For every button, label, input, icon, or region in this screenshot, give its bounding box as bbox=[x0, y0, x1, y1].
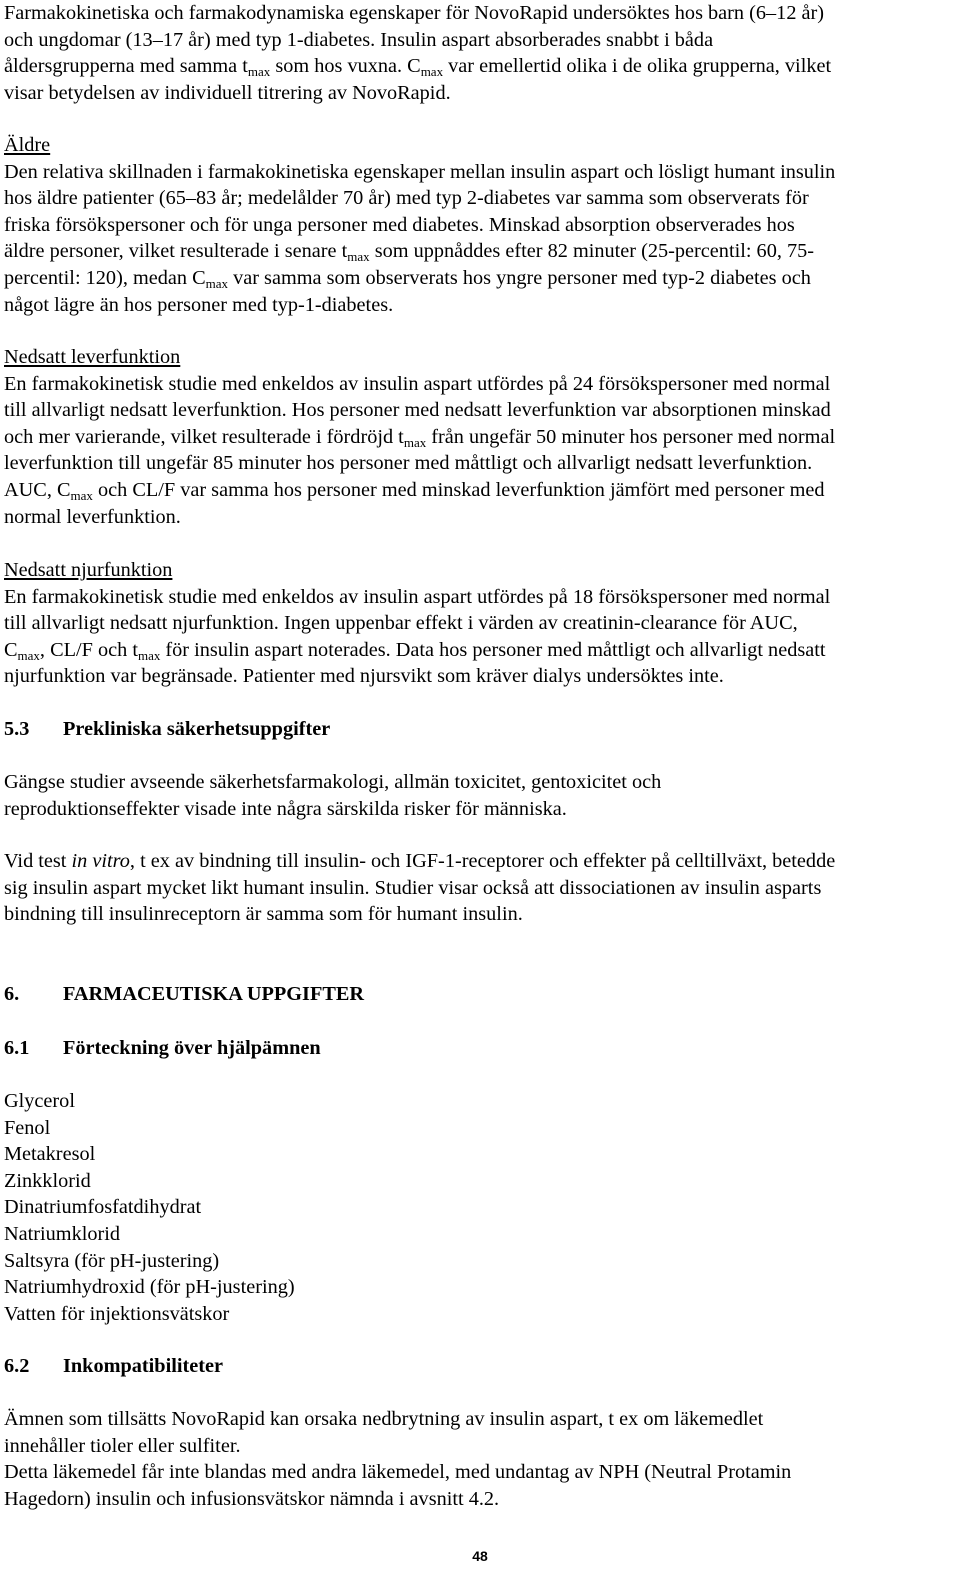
text-line: åldersgrupperna med samma $t_{max}$ som hos vuxna. $C_{max}$ var emellertid olika i de olika grupperna, vilket bbox=[4, 55, 832, 80]
section-number: 6.2 bbox=[4, 1355, 30, 1377]
lever-section bbox=[4, 344, 835, 530]
section-title: FARMACEUTISKA UPPGIFTER bbox=[63, 983, 365, 1005]
aldre-section bbox=[4, 132, 835, 318]
list-item: Dinatriumfosfatdihydrat bbox=[4, 1196, 202, 1219]
page-number: 48 bbox=[472, 1548, 488, 1564]
section-number: 6. bbox=[4, 983, 20, 1005]
preclinical-paragraph-2 bbox=[4, 848, 835, 928]
text-line: och mer varierande, vilket resulterade i fördröjd $t_{max}$ från ungefär 50 minuter hos personer med normal bbox=[4, 425, 836, 450]
section-title: Prekliniska säkerhetsuppgifter bbox=[63, 718, 331, 740]
text-line: En farmakokinetisk studie med enkeldos av insulin aspart utfördes på 24 försökspersoner med normal bbox=[4, 372, 831, 395]
subscript: max bbox=[420, 64, 444, 80]
preclinical-paragraph-1 bbox=[4, 769, 661, 822]
section-number: 6.1 bbox=[4, 1037, 30, 1059]
subscript: max bbox=[247, 64, 271, 80]
subscript: max bbox=[70, 487, 93, 503]
list-item: Fenol bbox=[4, 1116, 51, 1139]
text-line: och ungdomar (13–17 år) med typ 1-diabetes. Insulin aspart absorberades snabbt i båda bbox=[4, 28, 714, 51]
text-line: friska försökspersoner och för unga personer med diabetes. Minskad absorption observerades hos bbox=[4, 213, 795, 236]
section-6-heading bbox=[4, 981, 364, 1008]
list-item: Zinkklorid bbox=[4, 1169, 91, 1192]
italic-term: in vitro bbox=[71, 850, 130, 872]
excipient-list bbox=[4, 1088, 295, 1327]
text-line: visar betydelsen av individuell titrering av NovoRapid. bbox=[4, 81, 451, 104]
subscript: max bbox=[17, 647, 40, 663]
text-line: Farmakokinetiska och farmakodynamiska egenskaper för NovoRapid undersöktes hos barn (6–12 år) bbox=[4, 2, 825, 24]
section-title: Förteckning över hjälpämnen bbox=[63, 1037, 321, 1059]
section-6-1-heading bbox=[4, 1035, 321, 1062]
section-title: Inkompatibiliteter bbox=[63, 1355, 223, 1377]
subscript: max bbox=[347, 249, 370, 265]
intro-paragraph bbox=[4, 0, 831, 106]
text-line: njurfunktion var begränsade. Patienter med njursvikt som kräver dialys undersöktes inte. bbox=[4, 665, 724, 688]
text-line: normal leverfunktion. bbox=[4, 505, 181, 528]
text-line: bindning till insulinreceptorn är samma som för humant insulin. bbox=[4, 903, 523, 926]
section-subheading: Nedsatt leverfunktion bbox=[4, 346, 181, 368]
text-line: Hagedorn) insulin och infusionsvätskor nämnda i avsnitt 4.2. bbox=[4, 1487, 500, 1510]
subscript: max bbox=[403, 434, 427, 450]
text-line: sig insulin aspart mycket likt humant insulin. Studier visar också att dissociationen av insulin asparts bbox=[4, 876, 822, 899]
text-line: $C_{max}$, CL/F och $t_{max}$ för insulin aspart noterades. Data hos personer med måttligt och allvarligt nedsatt bbox=[4, 638, 826, 663]
text-line: reproduktionseffekter visade inte några särskilda risker för människa. bbox=[4, 797, 567, 820]
text-line: Vid test in vitro, t ex av bindning till insulin- och IGF-1-receptorer och effekter på celltillväxt, betedde bbox=[4, 850, 836, 872]
list-item: Metakresol bbox=[4, 1143, 96, 1166]
list-item: Glycerol bbox=[4, 1090, 75, 1112]
subscript: max bbox=[137, 647, 161, 663]
text-line: Gängse studier avseende säkerhetsfarmakologi, allmän toxicitet, gentoxicitet och bbox=[4, 771, 662, 793]
section-subheading: Äldre bbox=[4, 134, 51, 156]
text-line: innehåller tioler eller sulfiter. bbox=[4, 1434, 241, 1457]
text-line: till allvarligt nedsatt leverfunktion. Hos personer med nedsatt leverfunktion var absorptionen minskad bbox=[4, 399, 831, 422]
text-line: Den relativa skillnaden i farmakokinetiska egenskaper mellan insulin aspart och lösligt humant insulin bbox=[4, 160, 836, 183]
text-line: äldre personer, vilket resulterade i senare $t_{max}$ som uppnåddes efter 82 minuter (25-percentil: 60, 75- bbox=[4, 240, 815, 265]
section-6-2-heading bbox=[4, 1353, 223, 1380]
njure-section bbox=[4, 557, 830, 690]
text-line: En farmakokinetisk studie med enkeldos av insulin aspart utfördes på 18 försökspersoner med normal bbox=[4, 585, 831, 608]
list-item: Natriumhydroxid (för pH-justering) bbox=[4, 1276, 295, 1299]
list-item: Saltsyra (för pH-justering) bbox=[4, 1249, 220, 1272]
text-line: AUC, $C_{max}$ och CL/F var samma hos personer med minskad leverfunktion jämfört med personer med bbox=[4, 478, 825, 503]
text-line: något lägre än hos personer med typ-1-diabetes. bbox=[4, 293, 394, 316]
text-line: hos äldre patienter (65–83 år; medelålder 70 år) med typ 2-diabetes var samma som observerats för bbox=[4, 187, 809, 210]
subscript: max bbox=[205, 275, 229, 291]
text-line: percentil: 120), medan $C_{max}$ var samma som observerats hos yngre personer med typ-2 diabetes och bbox=[4, 266, 811, 291]
list-item: Natriumklorid bbox=[4, 1222, 121, 1245]
section-number: 5.3 bbox=[4, 718, 30, 740]
section-5-3-heading bbox=[4, 716, 330, 743]
text-line: leverfunktion till ungefär 85 minuter hos personer med måttligt och allvarligt nedsatt leverfunktion. bbox=[4, 452, 813, 475]
text-line: till allvarligt nedsatt njurfunktion. Ingen uppenbar effekt i värden av creatinin-clearance för AUC, bbox=[4, 612, 798, 635]
text-line: Ämnen som tillsätts NovoRapid kan orsaka nedbrytning av insulin aspart, t ex om läkemedlet bbox=[4, 1408, 764, 1430]
text-line: Detta läkemedel får inte blandas med andra läkemedel, med undantag av NPH (Neutral Protamin bbox=[4, 1461, 792, 1484]
list-item: Vatten för injektionsvätskor bbox=[4, 1302, 230, 1325]
section-subheading: Nedsatt njurfunktion bbox=[4, 559, 173, 581]
incompatibility-paragraph bbox=[4, 1406, 791, 1512]
